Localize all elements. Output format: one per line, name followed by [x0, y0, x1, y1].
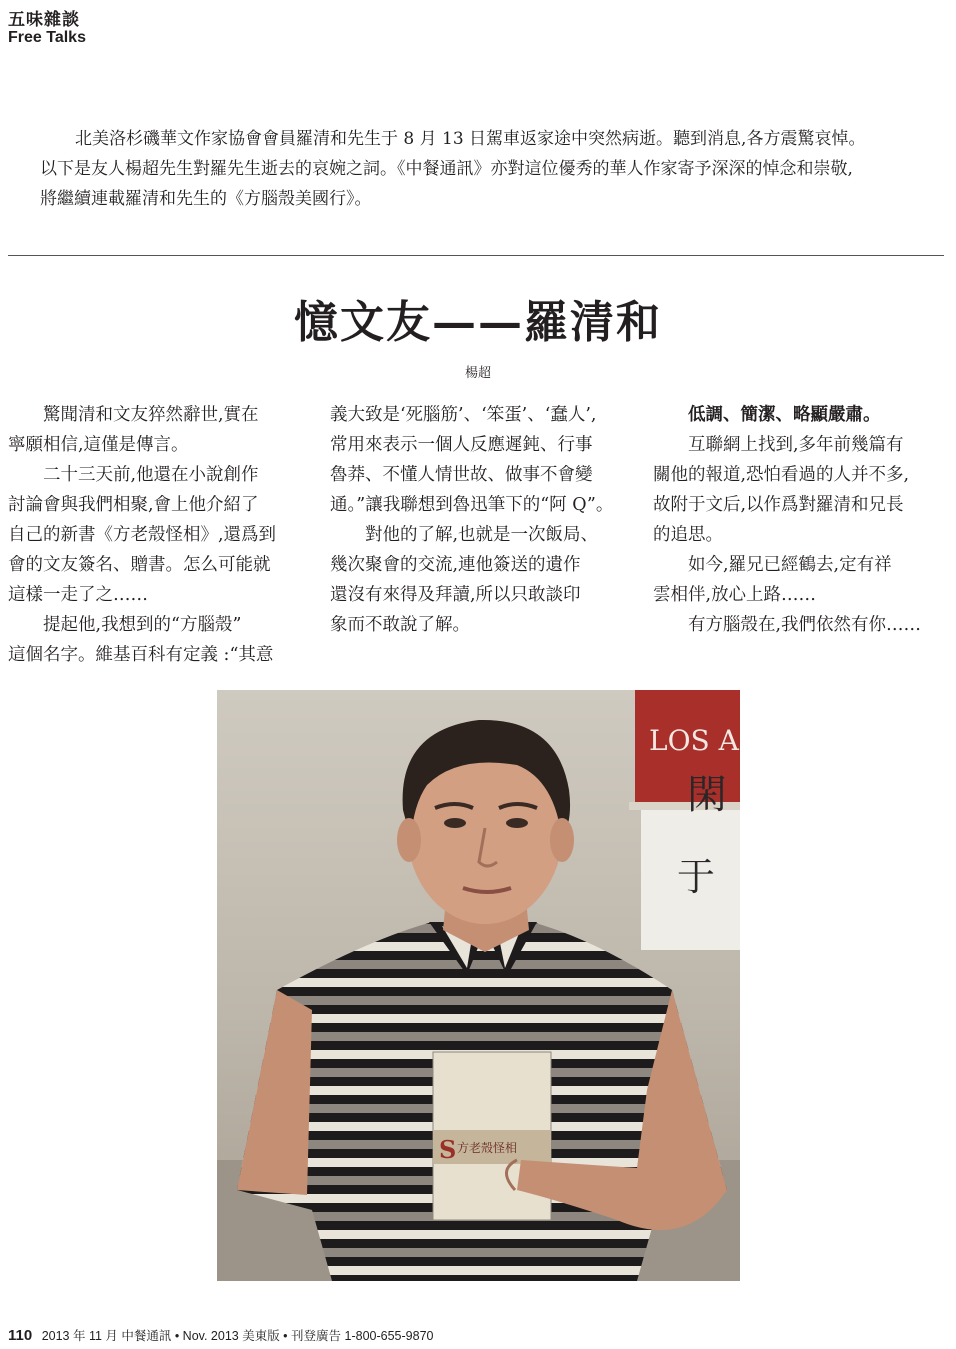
- text-line: 有方腦殼在,我們依然有你……: [688, 615, 922, 635]
- text-line: 象而不敢說了解。: [330, 615, 470, 635]
- text-line: 關他的報道,恐怕看過的人并不多,: [653, 465, 910, 485]
- text-line: 常用來表示一個人反應遲鈍、行事: [330, 435, 593, 455]
- text-line: 的追思。: [653, 525, 723, 545]
- text-line: 通。”讓我聯想到魯迅筆下的“阿 Q”。: [330, 495, 614, 515]
- calligraphy-char-1: 閑: [687, 772, 727, 818]
- text-line: 二十三天前,他還在小說創作: [43, 465, 259, 485]
- text-line: 魯莽、不懂人情世故、做事不會變: [330, 465, 593, 485]
- article-title: 憶文友——羅清和: [294, 297, 662, 348]
- text-line: 討論會與我們相聚,會上他介紹了: [8, 495, 259, 515]
- text-line: 幾次聚會的交流,連他簽送的遺作: [330, 555, 581, 575]
- text-line: 故附于文后,以作爲對羅清和兄長: [653, 495, 904, 515]
- text-line: 對他的了解,也就是一次飯局、: [365, 525, 599, 545]
- text-line: 提起他,我想到的“方腦殼”: [43, 615, 242, 635]
- divider-rule: [8, 255, 944, 256]
- article-author: 楊超: [464, 366, 491, 381]
- book-title: 方老殼怪相: [457, 1141, 518, 1155]
- text-line: 這樣一走了之……: [8, 585, 148, 605]
- intro-line: 北美洛杉磯華文作家協會會員羅清和先生于 8 月 13 日駕車返家途中突然病逝。聽到消息,各方震驚哀悼。: [75, 129, 866, 149]
- text-line: 這個名字。維基百科有定義 :“其意: [8, 645, 274, 665]
- portrait-illustration: [217, 690, 740, 1281]
- text-line: 雲相伴,放心上路……: [653, 585, 817, 605]
- article-column-2: [330, 400, 622, 640]
- text-line: 義大致是‘死腦筋’、‘笨蛋’、‘蠢人’,: [330, 405, 597, 425]
- page-footer: [8, 1326, 433, 1344]
- banner-text: LOS A: [649, 724, 739, 757]
- article-column-1: [8, 400, 300, 670]
- portrait-photo: [217, 690, 740, 1281]
- text-line: 如今,羅兄已經鶴去,定有祥: [688, 555, 892, 575]
- text-line: 自己的新書《方老殼怪相》,還爲到: [8, 525, 277, 545]
- calligraphy-char-2: 于: [677, 855, 716, 899]
- page-number: 110: [8, 1327, 33, 1344]
- text-line: 低調、簡潔、略顯嚴肅。: [688, 405, 881, 425]
- intro-line: 以下是友人楊超先生對羅先生逝去的哀婉之詞。《中餐通訊》亦對這位優秀的華人作家寄予深深的悼念和崇敬,: [40, 159, 853, 179]
- section-title-english: Free Talks: [8, 29, 86, 46]
- intro-line: 將繼續連載羅清和先生的《方腦殼美國行》。: [40, 189, 372, 209]
- text-line: 還沒有來得及拜讀,所以只敢談印: [330, 585, 581, 605]
- footer-text: 2013 年 11 月 中餐通訊 • Nov. 2013 美東版 • 刊登廣告 1-800-655-9870: [41, 1329, 434, 1343]
- book-mark: S: [439, 1135, 457, 1164]
- text-line: 驚聞清和文友猝然辭世,實在: [43, 405, 259, 425]
- text-line: 互聯網上找到,多年前幾篇有: [688, 435, 904, 455]
- section-title-chinese: 五味雜談: [8, 10, 80, 30]
- article-column-3: [653, 400, 945, 640]
- intro-paragraph: [40, 124, 920, 214]
- text-line: 寧願相信,這僅是傳言。: [8, 435, 189, 455]
- text-line: 會的文友簽名、贈書。怎么可能就: [8, 555, 271, 575]
